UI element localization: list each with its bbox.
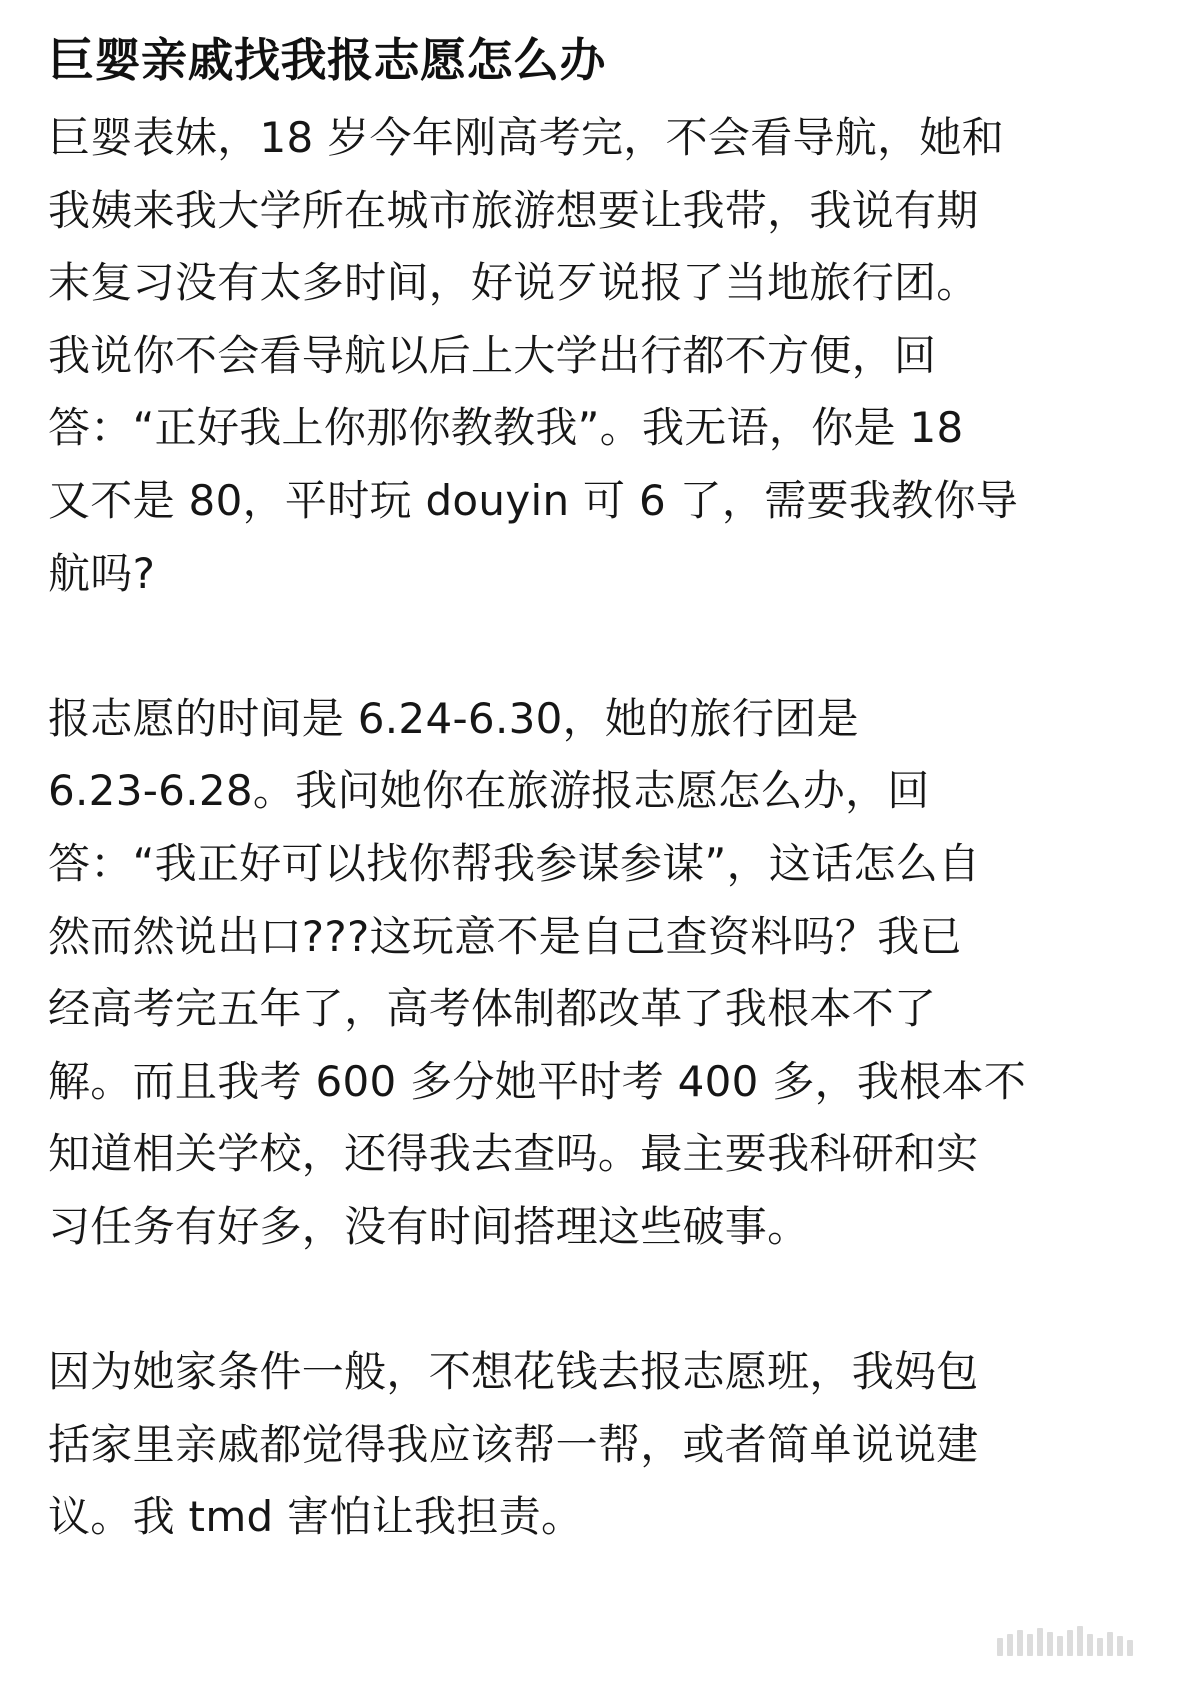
text-line: 然而然说出口???这玩意不是自己查资料吗？我已 (48, 911, 962, 961)
paragraph-3 (48, 1336, 1138, 1554)
text-line: 议。我 tmd 害怕让我担责。 (48, 1492, 584, 1542)
paragraph-2 (48, 683, 1138, 1264)
text-line: 答：“正好我上你那你教教我”。我无语，你是 18 (48, 403, 964, 453)
text-line: 我说你不会看导航以后上大学出行都不方便，回 (48, 330, 937, 380)
text-line: 习任务有好多，没有时间搭理这些破事。 (48, 1201, 810, 1251)
post-container (48, 22, 1138, 1554)
text-line: 答：“我正好可以找你帮我参谋参谋”，这话怎么自 (48, 838, 981, 888)
text-line: 我姨来我大学所在城市旅游想要让我带，我说有期 (48, 185, 979, 235)
text-line: 解。而且我考 600 多分她平时考 400 多，我根本不 (48, 1056, 1027, 1106)
post-body (48, 102, 1138, 1554)
text-line: 6.23-6.28。我问她你在旅游报志愿怎么办，回 (48, 766, 930, 816)
post-title: 巨婴亲戚找我报志愿怎么办 (48, 33, 606, 87)
text-line: 知道相关学校，还得我去查吗。最主要我科研和实 (48, 1129, 979, 1179)
text-line: 巨婴表妹，18 岁今年刚高考完，不会看导航，她和 (48, 113, 1004, 162)
text-line: 报志愿的时间是 6.24-6.30，她的旅行团是 (48, 693, 859, 743)
text-line: 又不是 80，平时玩 douyin 可 6 了，需要我教你导 (48, 475, 1019, 525)
text-line: 括家里亲戚都觉得我应该帮一帮，或者简单说说建 (48, 1419, 979, 1469)
paragraph-spacer (48, 1264, 1138, 1337)
text-line: 经高考完五年了，高考体制都改革了我根本不了 (48, 984, 937, 1034)
paragraph-1 (48, 102, 1138, 610)
signal-bars-watermark-icon (997, 1622, 1137, 1656)
text-line: 末复习没有太多时间，好说歹说报了当地旅行团。 (48, 258, 979, 308)
text-line: 航吗? (48, 548, 156, 598)
text-line: 因为她家条件一般，不想花钱去报志愿班，我妈包 (48, 1347, 979, 1397)
paragraph-spacer (48, 610, 1138, 683)
